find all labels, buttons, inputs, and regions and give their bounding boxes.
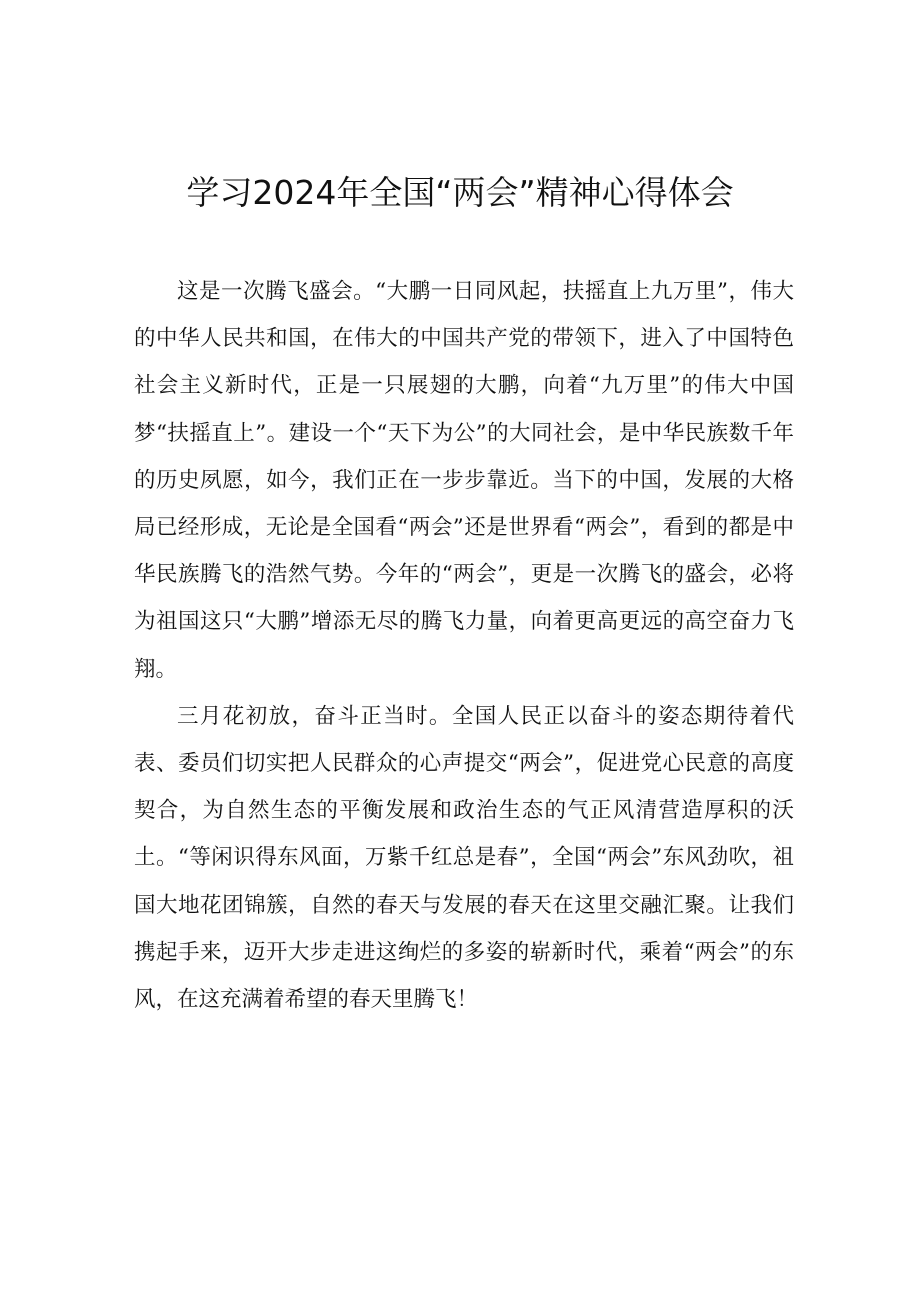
document-body <box>134 268 794 1023</box>
paragraph-1: 这是一次腾飞盛会。“大鹏一日同风起，扶摇直上九万里”，伟大的中华人民共和国，在伟大的中国共产党的带领下，进入了中国特色社会主义新时代，正是一只展翅的大鹏，向着“九万里”的伟大中国梦“扶摇直上”。建设一个“天下为公”的大同社会，是中华民族数千年的历史夙愿，如今，我们正在一步步靠近。当下的中国，发展的大格局已经形成，无论是全国看“两会”还是世界看“两会”，看到的都是中华民族腾飞的浩然气势。今年的“两会”，更是一次腾飞的盛会，必将为祖国这只“大鹏”增添无尽的腾飞力量，向着更高更远的高空奋力飞翔。 <box>134 279 794 682</box>
page-title: 学习2024年全国“两会”精神心得体会 <box>186 173 734 212</box>
paragraph-2: 三月花初放，奋斗正当时。全国人民正以奋斗的姿态期待着代表、委员们切实把人民群众的心声提交“两会”，促进党心民意的高度契合，为自然生态的平衡发展和政治生态的气正风清营造厚积的沃土。“等闲识得东风面，万紫千红总是春”，全国“两会”东风劲吹，祖国大地花团锦簇，自然的春天与发展的春天在这里交融汇聚。让我们携起手来，迈开大步走进这绚烂的多姿的崭新时代，乘着“两会”的东风，在这充满着希望的春天里腾飞！ <box>134 703 795 1013</box>
